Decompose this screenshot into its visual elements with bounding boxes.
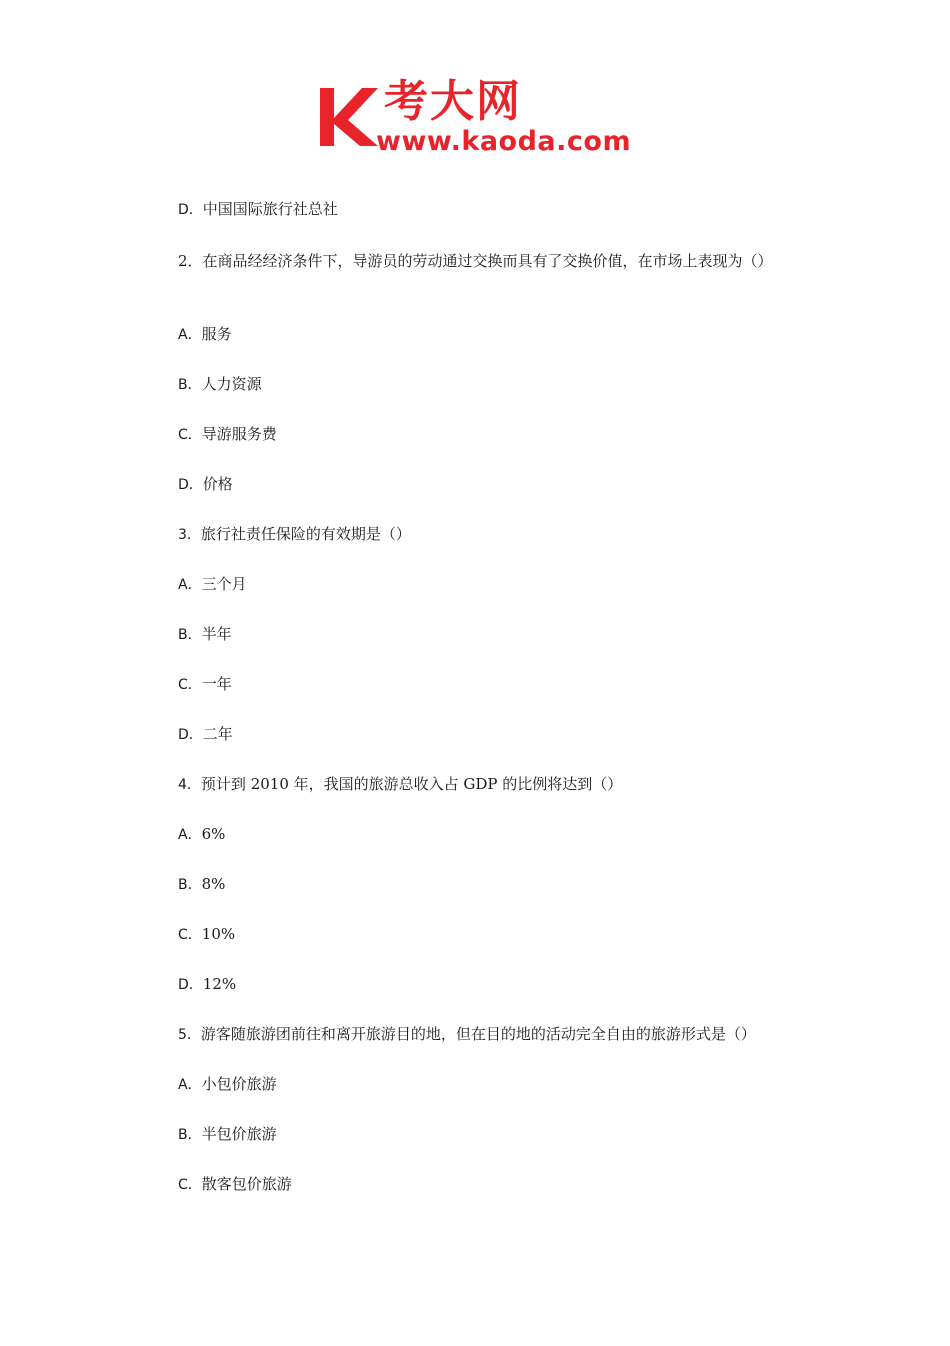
option-label: C． [178,677,202,693]
option-line [178,974,236,995]
option-label: A． [178,327,202,343]
option-text: 一年 [201,675,232,693]
option-label: B． [178,877,202,893]
option-line [178,624,232,645]
option-text: 二年 [202,725,233,743]
option-label: A． [178,1077,202,1093]
option-label: B． [178,627,202,643]
option-label: B． [178,1127,202,1143]
question-text: 预计到 2010 年，我国的旅游总收入占 GDP 的比例将达到（） [200,775,623,793]
question-number: 2． [178,252,203,270]
option-line [178,1124,277,1145]
question-3 [178,524,411,545]
logo-k-mark-icon [318,84,382,150]
option-text: 价格 [202,475,233,493]
option-label: D． [178,202,203,218]
option-text: 导游服务费 [201,425,277,443]
logo-url-text: www.kaoda.com [376,126,632,157]
option-line [178,1174,292,1195]
option-line [178,324,232,345]
question-number: 4． [178,777,201,793]
option-label: A． [178,827,202,843]
option-line [178,924,235,945]
option-text: 12% [202,975,237,993]
option-text: 三个月 [201,575,247,593]
option-text: 8% [201,875,226,893]
option-text: 服务 [201,325,232,343]
option-text: 人力资源 [201,375,262,393]
kaoda-logo [318,76,640,162]
question-number: 3． [178,527,201,543]
option-line [178,674,232,695]
question-text: 游客随旅游团前往和离开旅游目的地，但在目的地的活动完全自由的旅游形式是（） [200,1025,756,1043]
option-text: 6% [201,825,226,843]
option-text: 散客包价旅游 [201,1175,292,1193]
option-line [178,724,233,745]
option-label: A． [178,577,202,593]
option-line [178,199,338,220]
option-label: D． [178,477,203,493]
option-line [178,374,262,395]
question-4 [178,774,622,795]
option-text: 小包价旅游 [201,1075,277,1093]
question-number: 5． [178,1027,201,1043]
option-text: 半包价旅游 [201,1125,277,1143]
question-5 [178,1024,756,1045]
option-label: D． [178,977,203,993]
option-line [178,874,225,895]
question-text: 在商品经经济条件下，导游员的劳动通过交换而具有了交换价值，在市场上表现为（） [202,252,773,270]
option-text: 10% [201,925,236,943]
option-line [178,574,247,595]
option-line [178,474,233,495]
question-text: 旅行社责任保险的有效期是（） [200,525,411,543]
option-label: D． [178,727,203,743]
option-label: C． [178,1177,202,1193]
option-label: C． [178,927,202,943]
option-line [178,1074,277,1095]
logo-brand-text: 考大网 [384,76,522,127]
option-text: 中国国际旅行社总社 [202,200,338,218]
option-text: 半年 [201,625,232,643]
option-line [178,824,225,845]
option-line [178,424,277,445]
question-2 [152,249,816,274]
option-label: B． [178,377,202,393]
option-label: C． [178,427,202,443]
